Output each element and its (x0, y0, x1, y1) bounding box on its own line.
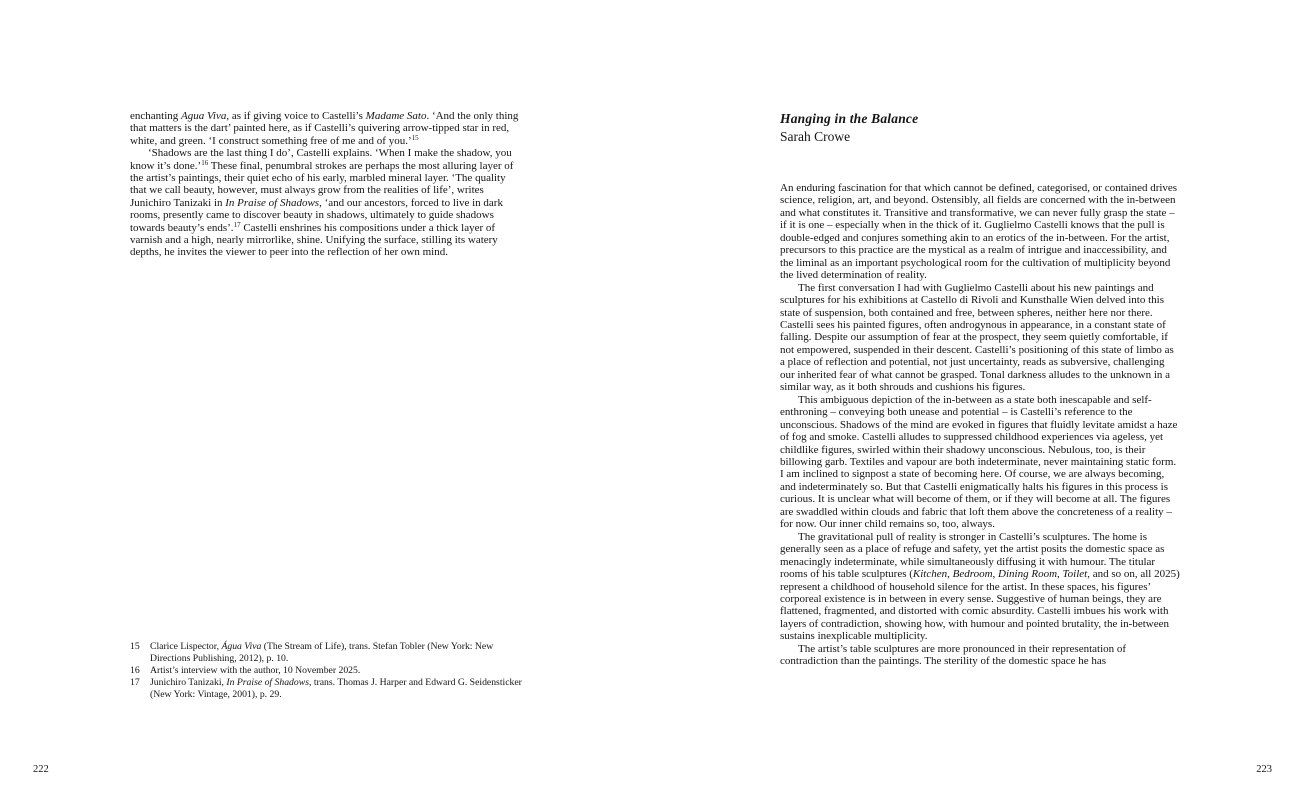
paragraph: ‘Shadows are the last thing I do’, Castelli explains. ‘When I make the shadow, you know it’s done.’$^{16}$ These final, penumbral strokes are perhaps the most alluring layer of the artist’s paintings, their quiet echo of his early, marbled mineral layer. ‘The quality that we call beauty, however, must always grow from the realities of life’, writes Junichiro Tanizaki in In Praise of Shadows, ‘and our ancestors, forced to live in dark rooms, presently came to discover beauty in shadows, ultimately to guide shadows towards beauty’s ends’.$^{17}$ Castelli enshrines his compositions under a thick layer of varnish and a high, nearly mirrorlike, shine. Unifying the surface, stilling its watery depths, he invites the viewer to peer into the reflection of her own mind. (130, 147, 514, 259)
essay-header (780, 110, 918, 146)
paragraph: The gravitational pull of reality is stronger in Castelli’s sculptures. The home is generally seen as a place of refuge and safety, yet the artist posits the domestic space as menacingly indeterminate, while simultaneously diffusing it with humour. The titular rooms of his table sculptures (Kitchen, Bedroom, Dining Room, Toilet, and so on, all 2025) represent a childhood of household silence for the artist. In these spaces, his figures’ corporeal existence is in between in every sense. Suggestive of human beings, they are flattened, fragmented, and distorted with comic absurdity. Castelli imbues his work with layers of contradiction, showing how, with humour and pointed brutality, the in-between sustains inexplicable multiplicity. (780, 530, 1180, 643)
page-number: 223 (1256, 764, 1272, 775)
footnote (130, 665, 530, 677)
page-number: 222 (33, 764, 49, 775)
footnote-number: 16 (130, 665, 140, 677)
footnote-number: 17 (130, 677, 140, 689)
footnote (130, 641, 530, 665)
paragraph: The artist’s table sculptures are more pronounced in their representation of contradiction than the paintings. The sterility of the domestic space he has (780, 642, 1127, 668)
footnote-text: Artist’s interview with the author, 10 November 2025. (150, 665, 361, 677)
paragraph: An enduring fascination for that which cannot be defined, categorised, or contained drives science, religion, art, and beyond. Ostensibly, all fields are concerned with the in-between and what constitutes it. Transitive and transformative, we can never fully grasp the state – if it is one – especially when in the thick of it. Guglielmo Castelli knows that the pull is double-edged and conjures something akin to an erotics of the in-between. For the artist, precursors to this practice are the mystical as a realm of intrigue and inaccessibility, and the liminal as an important psychological room for the cultivation of multiplicity beyond the lived determination of reality. (780, 182, 1178, 282)
footnote-number: 15 (130, 641, 140, 652)
footnote-text: Clarice Lispector, Água Viva (The Stream of Life), trans. Stefan Tobler (New York: New Directions Publishing, 2012), p. 10. (150, 641, 494, 665)
paragraph: This ambiguous depiction of the in-between as a state both inescapable and self-enthroning – conveying both unease and potential – is Castelli’s reference to the unconscious. Shadows of the mind are evoked in figures that fluidly levitate amidst a haze of fog and smoke. Castelli alludes to suppressed childhood experiences via ageless, yet childlike figures, swirled within their shadowy unconscious. Nebulous, too, is their billowing garb. Textiles and vapour are both indeterminate, never maintaining static form. I am inclined to signpost a state of becoming here. Of course, we are always becoming, and indeterminately so. But that Castelli enigmatically halts his figures in this process is curious. It is unclear what will become of them, or if they will become at all. The figures are swaddled within clouds and fabric that loft them above the concreteness of a reality – for now. Our inner child remains so, too, always. (780, 393, 1178, 531)
footnote-text: Junichiro Tanizaki, In Praise of Shadows, trans. Thomas J. Harper and Edward G. Seidensticker (New York: Vintage, 2001), p. 29. (150, 677, 522, 701)
essay-title: Hanging in the Balance (780, 111, 919, 126)
footnote (130, 677, 530, 701)
footnotes (130, 641, 530, 701)
paragraph: enchanting Agua Viva, as if giving voice to Castelli’s Madame Sato. ‘And the only thing that matters is the dart’ painted here, as if Castelli’s quivering arrow-tipped star in red, white, and green. ‘I construct something free of me and of you.’$^{15}$ (130, 110, 519, 147)
left-text-column (130, 110, 522, 259)
essay-author: Sarah Crowe (780, 129, 851, 144)
paragraph: The first conversation I had with Guglielmo Castelli about his new paintings and sculptures for his exhibitions at Castello di Rivoli and Kunsthalle Wien delved into this state of suspension, both contained and free, between spheres, neither here nor there. Castelli sees his painted figures, often androgynous in appearance, in a constant state of falling. Despite our assumption of fear at the prospect, they seem quietly comfortable, if not empowered, suspended in their descent. Castelli’s positioning of this state of limbo as a place of reflection and potential, not just uncertainty, reads as subversive, challenging our inherited fear of what cannot be grasped. Tonal darkness alludes to the unknown in a similar way, as it both shrouds and cushions his figures. (780, 281, 1174, 394)
right-text-column (780, 182, 1180, 668)
